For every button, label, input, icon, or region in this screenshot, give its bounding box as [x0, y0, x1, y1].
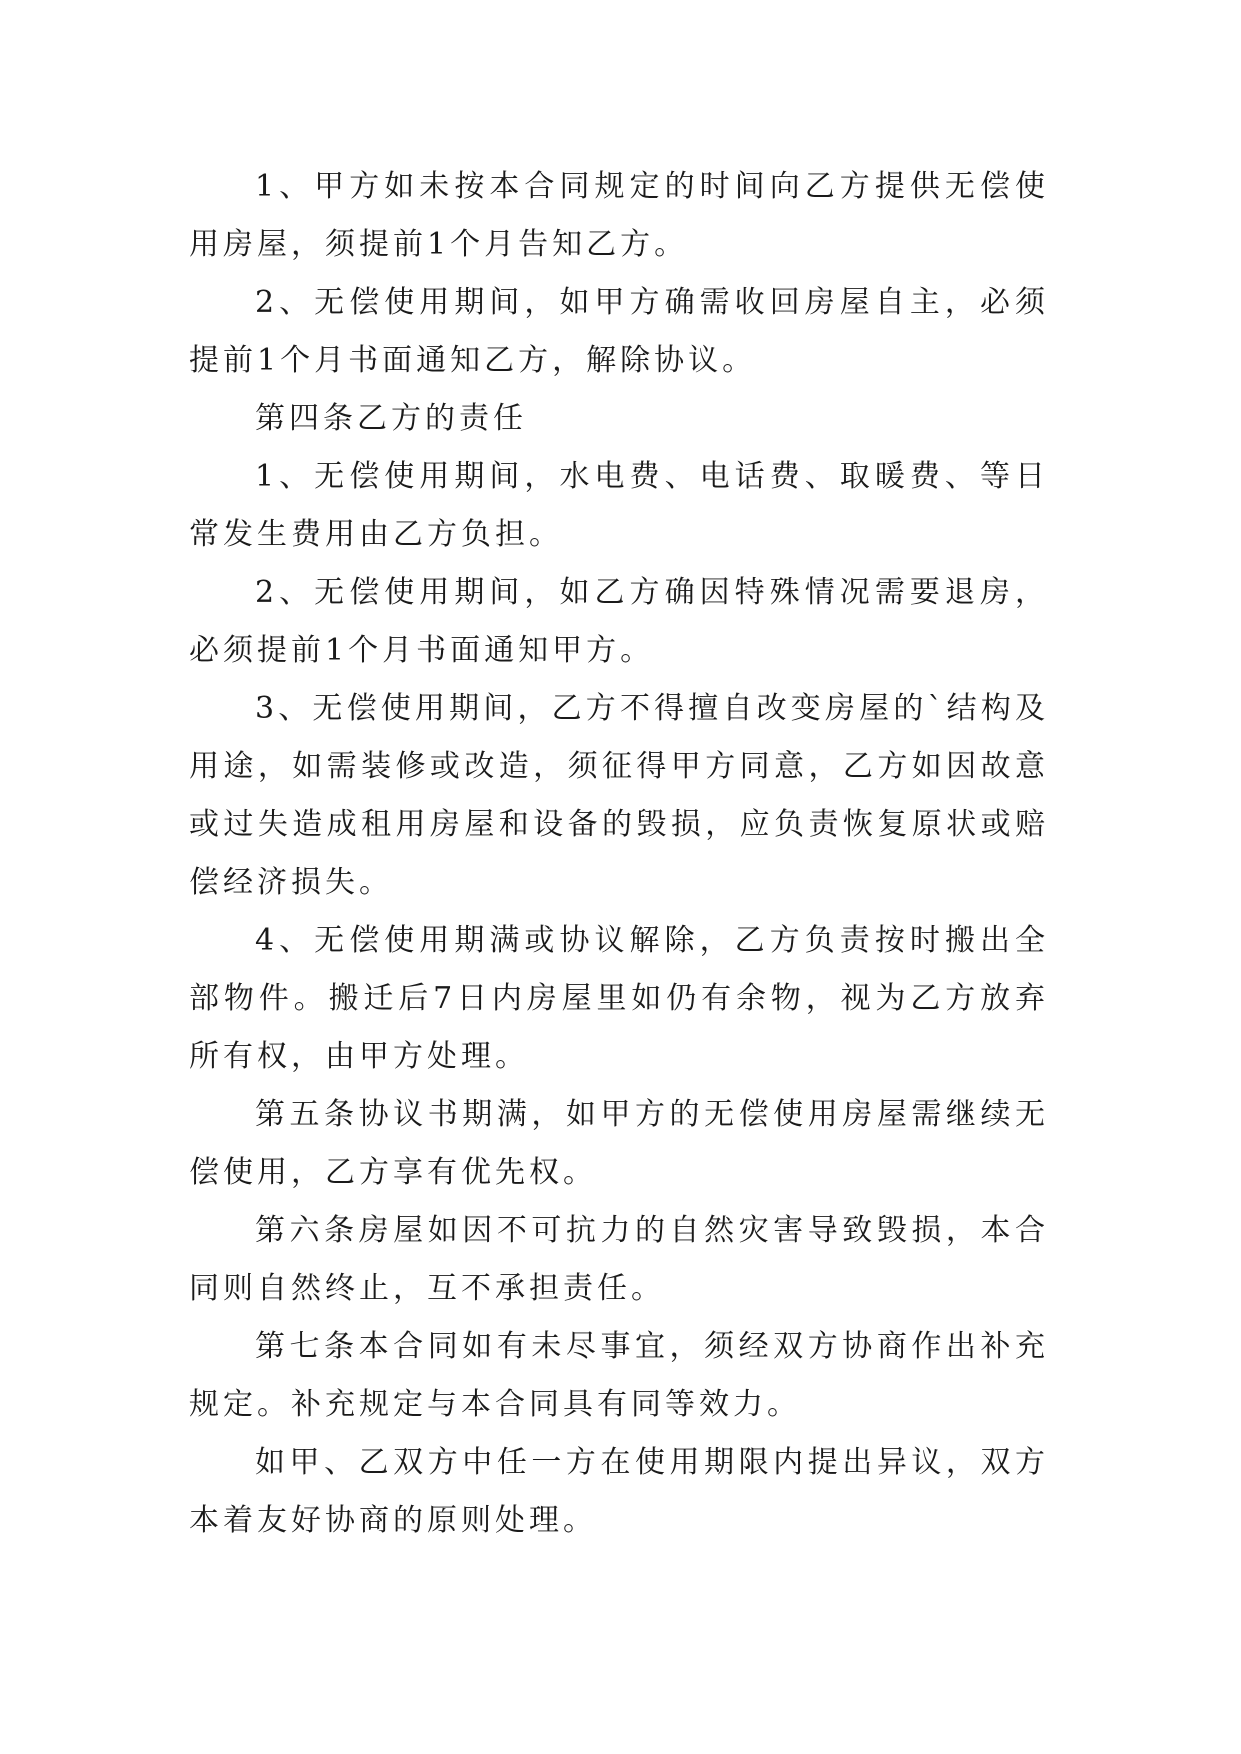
clause-paragraph: 2、无偿使用期间，如甲方确需收回房屋自主，必须提前1个月书面通知乙方，解除协议。 — [189, 285, 1049, 378]
closing-paragraph: 如甲、乙双方中任一方在使用期限内提出异议，双方本着友好协商的原则处理。 — [189, 1445, 1049, 1538]
clause-paragraph: 1、甲方如未按本合同规定的时间向乙方提供无偿使用房屋，须提前1个月告知乙方。 — [189, 169, 1049, 262]
clause-paragraph: 3、无偿使用期间，乙方不得擅自改变房屋的`结构及用途，如需装修或改造，须征得甲方同意，乙方如因故意或过失造成租用房屋和设备的毁损，应负责恢复原状或赔偿经济损失。 — [189, 691, 1049, 900]
document-body — [189, 158, 1049, 1550]
article-paragraph: 第六条房屋如因不可抗力的自然灾害导致毁损，本合同则自然终止，互不承担责任。 — [189, 1213, 1049, 1306]
clause-paragraph: 2、无偿使用期间，如乙方确因特殊情况需要退房，必须提前1个月书面通知甲方。 — [189, 575, 1049, 668]
clause-paragraph: 4、无偿使用期满或协议解除，乙方负责按时搬出全部物件。搬迁后7日内房屋里如仍有余物，视为乙方放弃所有权，由甲方处理。 — [189, 923, 1049, 1074]
clause-paragraph: 1、无偿使用期间，水电费、电话费、取暖费、等日常发生费用由乙方负担。 — [189, 459, 1049, 552]
article-paragraph: 第七条本合同如有未尽事宜，须经双方协商作出补充规定。补充规定与本合同具有同等效力。 — [189, 1329, 1049, 1422]
section-heading: 第四条乙方的责任 — [255, 401, 527, 436]
article-paragraph: 第五条协议书期满，如甲方的无偿使用房屋需继续无偿使用，乙方享有优先权。 — [189, 1097, 1049, 1190]
